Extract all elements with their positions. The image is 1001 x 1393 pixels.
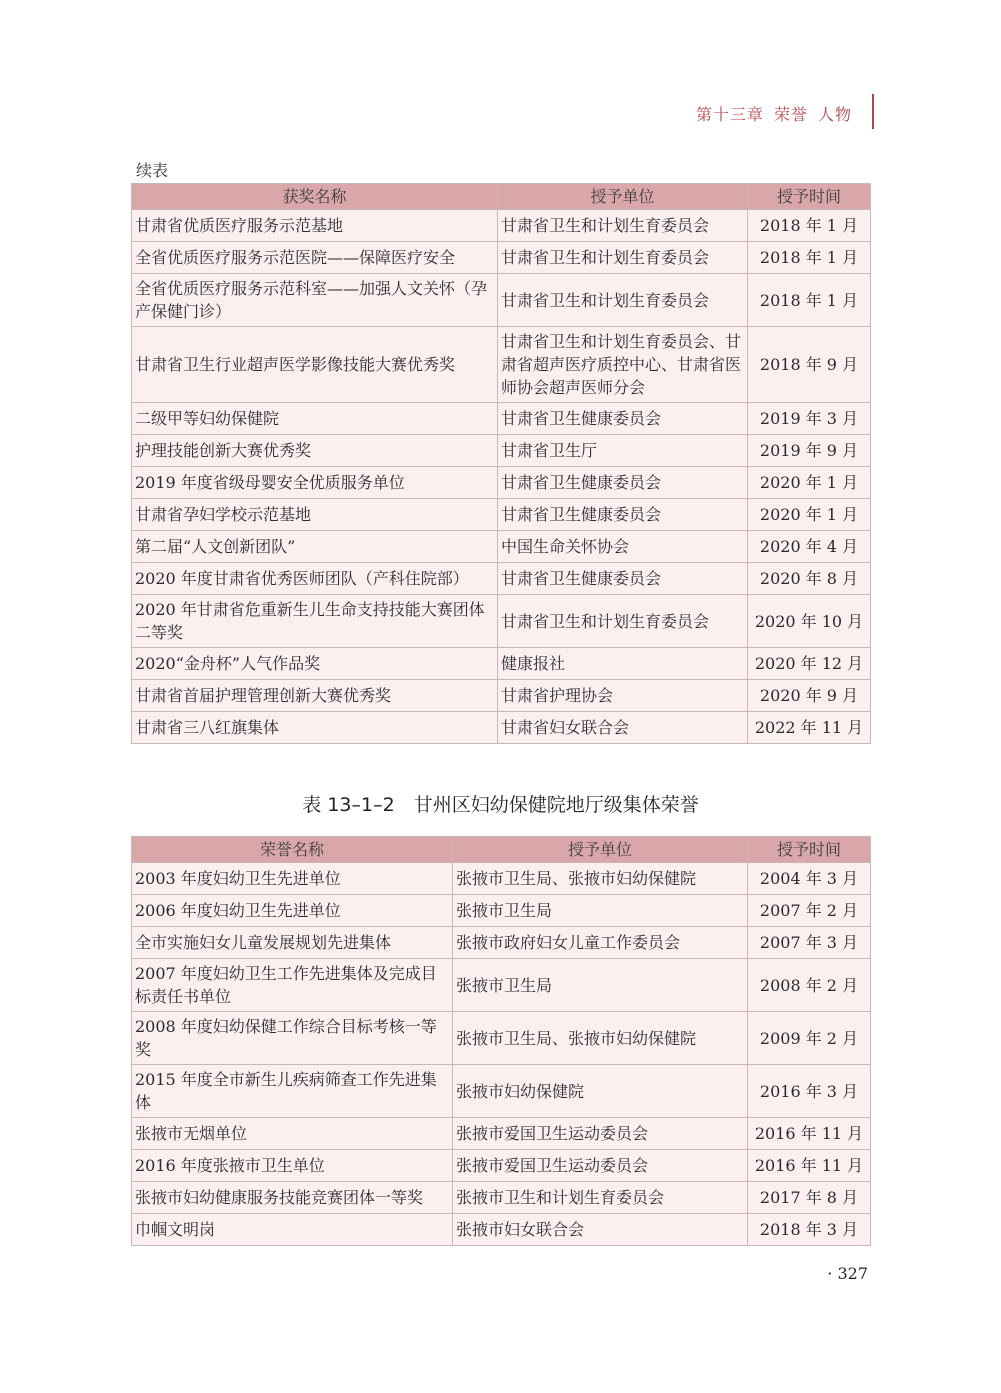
- header-divider: [872, 94, 874, 129]
- header-part2: 人物: [818, 105, 853, 124]
- honor-date: 2018 年 3 月: [748, 1214, 871, 1246]
- honor-name: 2003 年度妇幼卫生先进单位: [132, 863, 453, 895]
- honor-date: 2007 年 3 月: [748, 927, 871, 959]
- honors-table-continued: [131, 183, 871, 744]
- table-row: [132, 499, 871, 531]
- award-date: 2020 年 8 月: [748, 563, 871, 595]
- award-name: 2020“金舟杯”人气作品奖: [132, 648, 498, 680]
- municipal-honors-table: [131, 836, 871, 1246]
- table-row: [132, 927, 871, 959]
- column-header-grantor: 授予单位: [453, 837, 748, 863]
- table-row: [132, 648, 871, 680]
- honor-date: 2016 年 11 月: [748, 1150, 871, 1182]
- header-chapter: 第十三章: [696, 105, 765, 124]
- award-name: 2020 年度甘肃省优秀医师团队（产科住院部）: [132, 563, 498, 595]
- page-number: · 327: [827, 1264, 868, 1283]
- grantor: 甘肃省卫生健康委员会: [498, 563, 748, 595]
- grantor: 甘肃省卫生厅: [498, 435, 748, 467]
- grantor: 甘肃省卫生和计划生育委员会: [498, 595, 748, 648]
- award-date: 2020 年 10 月: [748, 595, 871, 648]
- grantor: 甘肃省妇女联合会: [498, 712, 748, 744]
- award-date: 2019 年 3 月: [748, 403, 871, 435]
- grantor: 张掖市卫生局: [453, 959, 748, 1012]
- table-row: [132, 435, 871, 467]
- grantor: 甘肃省卫生和计划生育委员会、甘肃省超声医疗质控中心、甘肃省医师协会超声医师分会: [498, 327, 748, 403]
- table-row: [132, 680, 871, 712]
- honor-name: 张掖市妇幼健康服务技能竞赛团体一等奖: [132, 1182, 453, 1214]
- award-name: 二级甲等妇幼保健院: [132, 403, 498, 435]
- award-name: 甘肃省卫生行业超声医学影像技能大赛优秀奖: [132, 327, 498, 403]
- continued-label: 续表: [136, 161, 169, 180]
- award-name: 甘肃省首届护理管理创新大赛优秀奖: [132, 680, 498, 712]
- table-row: [132, 1182, 871, 1214]
- honor-name: 2006 年度妇幼卫生先进单位: [132, 895, 453, 927]
- grantor: 张掖市政府妇女儿童工作委员会: [453, 927, 748, 959]
- grantor: 甘肃省卫生和计划生育委员会: [498, 210, 748, 242]
- honor-date: 2016 年 3 月: [748, 1065, 871, 1118]
- award-name: 甘肃省孕妇学校示范基地: [132, 499, 498, 531]
- award-name: 甘肃省优质医疗服务示范基地: [132, 210, 498, 242]
- table-row: [132, 1065, 871, 1118]
- honor-date: 2017 年 8 月: [748, 1182, 871, 1214]
- table-row: [132, 895, 871, 927]
- award-name: 甘肃省三八红旗集体: [132, 712, 498, 744]
- column-header-honor-name: 荣誉名称: [132, 837, 453, 863]
- award-date: 2018 年 1 月: [748, 274, 871, 327]
- table-row: [132, 959, 871, 1012]
- honor-name: 张掖市无烟单位: [132, 1118, 453, 1150]
- grantor: 张掖市妇幼保健院: [453, 1065, 748, 1118]
- honor-date: 2007 年 2 月: [748, 895, 871, 927]
- table-row: [132, 712, 871, 744]
- honor-date: 2009 年 2 月: [748, 1012, 871, 1065]
- award-date: 2020 年 1 月: [748, 499, 871, 531]
- grantor: 张掖市卫生和计划生育委员会: [453, 1182, 748, 1214]
- grantor: 张掖市妇女联合会: [453, 1214, 748, 1246]
- award-date: 2020 年 9 月: [748, 680, 871, 712]
- honor-name: 2015 年度全市新生儿疾病筛查工作先进集体: [132, 1065, 453, 1118]
- table-row: [132, 1118, 871, 1150]
- grantor: 甘肃省卫生和计划生育委员会: [498, 274, 748, 327]
- honor-name: 全市实施妇女儿童发展规划先进集体: [132, 927, 453, 959]
- table-row: [132, 274, 871, 327]
- table-row: [132, 327, 871, 403]
- honor-date: 2016 年 11 月: [748, 1118, 871, 1150]
- award-date: 2018 年 9 月: [748, 327, 871, 403]
- grantor: 甘肃省卫生健康委员会: [498, 403, 748, 435]
- table-row: [132, 531, 871, 563]
- column-header-date: 授予时间: [748, 184, 871, 210]
- award-name: 第二届“人文创新团队”: [132, 531, 498, 563]
- grantor: 张掖市爱国卫生运动委员会: [453, 1118, 748, 1150]
- grantor: 张掖市卫生局: [453, 895, 748, 927]
- award-date: 2020 年 1 月: [748, 467, 871, 499]
- grantor: 健康报社: [498, 648, 748, 680]
- award-name: 全省优质医疗服务示范医院——保障医疗安全: [132, 242, 498, 274]
- honor-name: 巾帼文明岗: [132, 1214, 453, 1246]
- table-row: [132, 403, 871, 435]
- award-date: 2019 年 9 月: [748, 435, 871, 467]
- grantor: 甘肃省卫生健康委员会: [498, 499, 748, 531]
- grantor: 甘肃省卫生健康委员会: [498, 467, 748, 499]
- table-row: [132, 1012, 871, 1065]
- grantor: 中国生命关怀协会: [498, 531, 748, 563]
- honor-name: 2008 年度妇幼保健工作综合目标考核一等奖: [132, 1012, 453, 1065]
- grantor: 张掖市卫生局、张掖市妇幼保健院: [453, 863, 748, 895]
- table-row: [132, 242, 871, 274]
- header-part1: 荣誉: [774, 105, 809, 124]
- award-date: 2018 年 1 月: [748, 210, 871, 242]
- award-name: 护理技能创新大赛优秀奖: [132, 435, 498, 467]
- award-name: 全省优质医疗服务示范科室——加强人文关怀（孕产保健门诊）: [132, 274, 498, 327]
- table-caption: 表 13–1–2 甘州区妇幼保健院地厅级集体荣誉: [302, 794, 699, 816]
- column-header-award-name: 获奖名称: [132, 184, 498, 210]
- award-name: 2020 年甘肃省危重新生儿生命支持技能大赛团体二等奖: [132, 595, 498, 648]
- running-header: [696, 102, 866, 125]
- award-name: 2019 年度省级母婴安全优质服务单位: [132, 467, 498, 499]
- award-date: 2022 年 11 月: [748, 712, 871, 744]
- table-row: [132, 1150, 871, 1182]
- honor-date: 2008 年 2 月: [748, 959, 871, 1012]
- award-date: 2020 年 4 月: [748, 531, 871, 563]
- grantor: 张掖市卫生局、张掖市妇幼保健院: [453, 1012, 748, 1065]
- honor-date: 2004 年 3 月: [748, 863, 871, 895]
- column-header-grantor: 授予单位: [498, 184, 748, 210]
- table-row: [132, 563, 871, 595]
- table-row: [132, 863, 871, 895]
- column-header-date: 授予时间: [748, 837, 871, 863]
- grantor: 张掖市爱国卫生运动委员会: [453, 1150, 748, 1182]
- table-row: [132, 210, 871, 242]
- honor-name: 2007 年度妇幼卫生工作先进集体及完成目标责任书单位: [132, 959, 453, 1012]
- award-date: 2018 年 1 月: [748, 242, 871, 274]
- grantor: 甘肃省卫生和计划生育委员会: [498, 242, 748, 274]
- table-row: [132, 467, 871, 499]
- table-row: [132, 595, 871, 648]
- grantor: 甘肃省护理协会: [498, 680, 748, 712]
- award-date: 2020 年 12 月: [748, 648, 871, 680]
- honor-name: 2016 年度张掖市卫生单位: [132, 1150, 453, 1182]
- table-row: [132, 1214, 871, 1246]
